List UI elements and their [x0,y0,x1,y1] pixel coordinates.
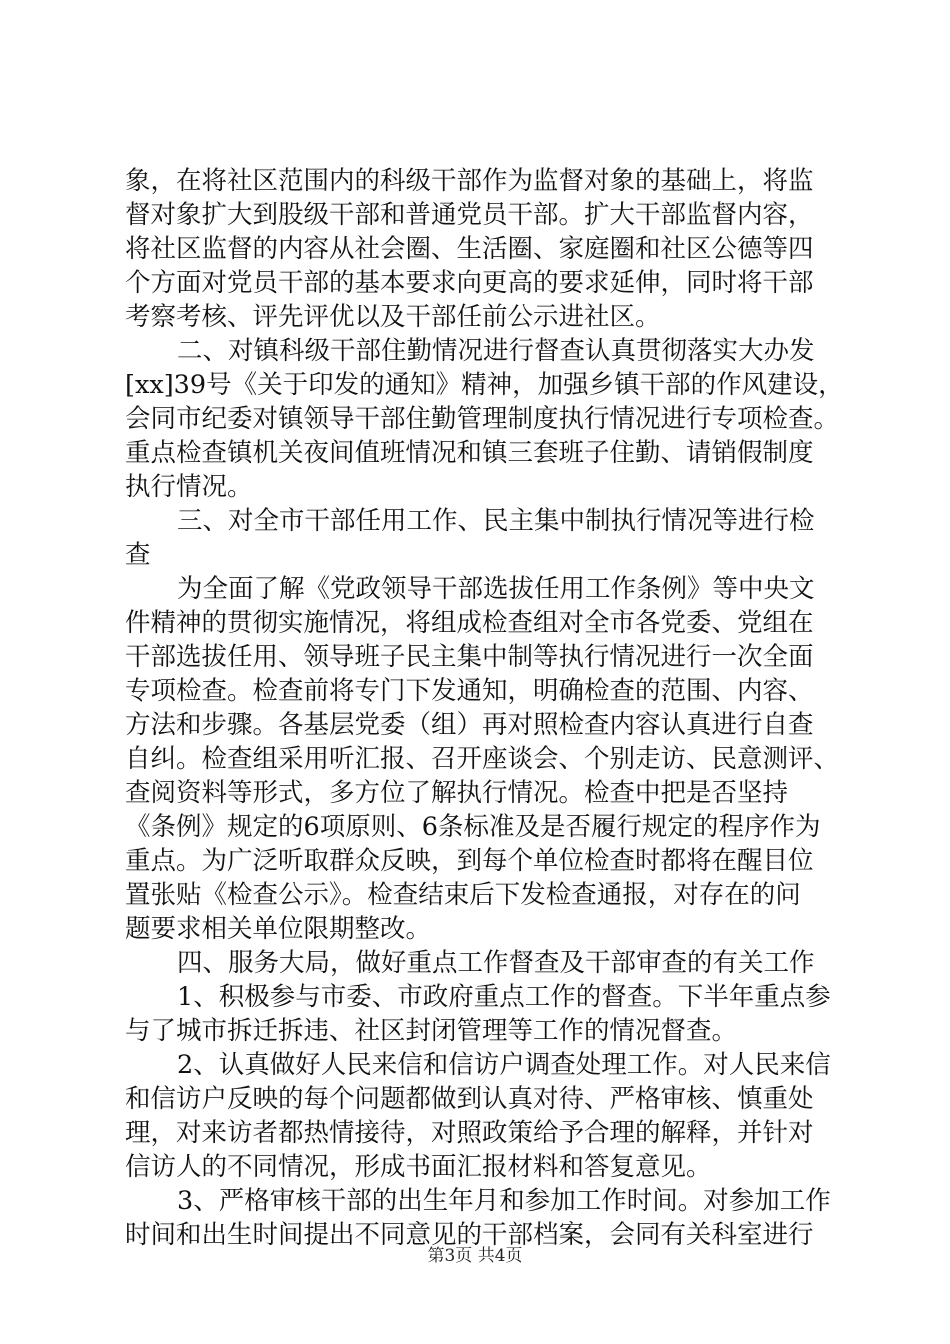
paragraph-heading: 二、对镇科级干部住勤情况进行督查认真贯彻落实大办发 [177,336,815,366]
text-line: 专项检查。检查前将专门下发通知，明确检查的范围、内容、 [125,676,814,706]
text-line: 自纠。检查组采用听汇报、召开座谈会、个别走访、民意测评、 [125,744,840,774]
page-footer: 第3页 共4页 [427,1246,523,1266]
paragraph-heading: 四、服务大局，做好重点工作督查及干部审查的有关工作 [177,948,815,978]
text-line: 干部选拔任用、领导班子民主集中制等执行情况进行一次全面 [125,642,814,672]
text-line: 将社区监督的内容从社会圈、生活圈、家庭圈和社区公德等四 [125,234,814,264]
text-line: 时间和出生时间提出不同意见的干部档案，会同有关科室进行 [125,1220,814,1250]
text-line: 查阅资料等形式，多方位了解执行情况。检查中把是否坚持 [125,778,789,808]
text-line: 3、严格审核干部的出生年月和参加工作时间。对参加工作 [177,1186,831,1216]
text-line: 与了城市拆迁拆违、社区封闭管理等工作的情况督查。 [125,1016,738,1046]
text-line: 和信访户反映的每个问题都做到认真对待、严格审核、慎重处 [125,1084,814,1114]
text-line: 为全面了解《党政领导干部选拔任用工作条例》等中央文 [177,574,815,604]
text-line: 题要求相关单位限期整改。 [125,914,432,944]
text-line: 督对象扩大到股级干部和普通党员干部。扩大干部监督内容， [125,200,814,230]
text-line: 重点。为广泛听取群众反映，到每个单位检查时都将在醒目位 [125,846,814,876]
text-line: 查 [125,540,151,570]
text-line: 方法和步骤。各基层党委（组）再对照检查内容认真进行自查 [125,710,814,740]
text-line: 会同市纪委对镇领导干部住勤管理制度执行情况进行专项检查。 [125,404,840,434]
text-line: 置张贴《检查公示》。检查结束后下发检查通报，对存在的问 [125,880,801,910]
text-line: 件精神的贯彻实施情况，将组成检查组对全市各党委、党组在 [125,608,814,638]
text-line: [xx]39号《关于印发的通知》精神，加强乡镇干部的作风建设， [125,370,844,400]
text-line: 《条例》规定的6项原则、6条标准及是否履行规定的程序作为 [125,812,821,842]
text-line: 理，对来访者都热情接待，对照政策给予合理的解释，并针对 [125,1118,814,1148]
paragraph-heading: 三、对全市干部任用工作、民主集中制执行情况等进行检 [177,506,815,536]
text-line: 2、认真做好人民来信和信访户调查处理工作。对人民来信 [177,1050,831,1080]
text-line: 执行情况。 [125,472,253,502]
text-line: 重点检查镇机关夜间值班情况和镇三套班子住勤、请销假制度 [125,438,814,468]
text-line: 1、积极参与市委、市政府重点工作的督查。下半年重点参 [177,982,831,1012]
text-line: 考察考核、评先评优以及干部任前公示进社区。 [125,302,661,332]
text-line: 个方面对党员干部的基本要求向更高的要求延伸，同时将干部 [125,268,814,298]
text-line: 象，在将社区范围内的科级干部作为监督对象的基础上，将监 [125,166,814,196]
text-line: 信访人的不同情况，形成书面汇报材料和答复意见。 [125,1152,712,1182]
